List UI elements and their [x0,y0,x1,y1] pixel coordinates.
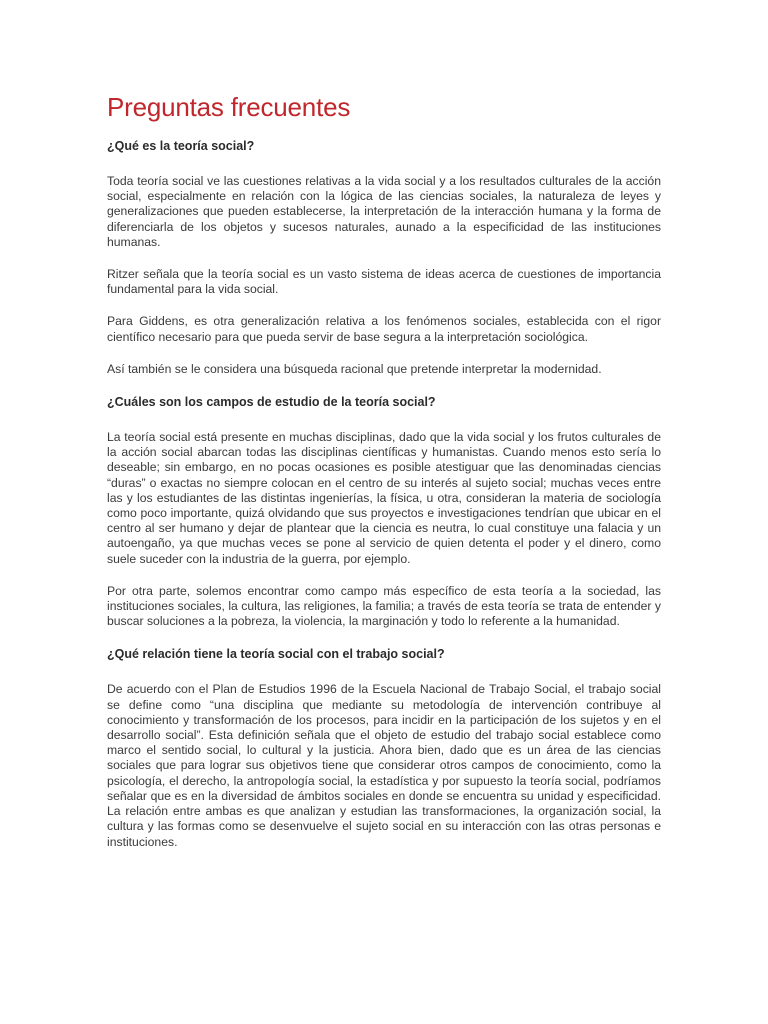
paragraph-1-3: Para Giddens, es otra generalización relativa a los fenómenos sociales, establecida con el rigor científico necesario para que pueda servir de base segura a la interpretación sociológica. [107,314,661,344]
document-page [107,88,661,867]
paragraph-3-1: De acuerdo con el Plan de Estudios 1996 de la Escuela Nacional de Trabajo Social, el trabajo social se define como “una disciplina que mediante su metodología de intervención contribuye al conocimiento y transformación de los procesos, para incidir en la participación de los sujetos y en el desarrollo social”. Esta definición señala que el objeto de estudio del trabajo social establece como marco el sentido social, lo cultural y la justicia. Ahora bien, dado que es un área de las ciencias sociales que para lograr sus objetivos tiene que considerar otros campos de conocimiento, como la psicología, el derecho, la antropología social, la estadística y por supuesto la teoría social, podríamos señalar que es en la diversidad de ámbitos sociales en donde se encuentra su unidad y especificidad. La relación entre ambas es que analizan y estudian las transformaciones, la organización social, la cultura y las formas como se desenvuelve el sujeto social en su interacción con las otras personas e instituciones. [107,682,661,849]
paragraph-2-1: La teoría social está presente en muchas disciplinas, dado que la vida social y los frutos culturales de la acción social abarcan todas las disciplinas científicas y humanistas. Cuando menos esto sería lo deseable; sin embargo, en no pocas ocasiones es posible atestiguar que las denominadas ciencias “duras” o exactas no siempre colocan en el centro de su interés al sujeto social; muchas veces entre las y los estudiantes de las distintas ingenierías, la física, u otra, consideran la materia de sociología como poco importante, quizá olvidando que sus proyectos e investigaciones tendrían que ubicar en el centro al ser humano y dejar de plantear que la ciencia es neutra, lo cual constituye una falacia y un autoengaño, ya que muchas veces se pone al servicio de quien detenta el poder y el dinero, como suele suceder con la industria de la guerra, por ejemplo. [107,430,661,566]
faq-section-3 [107,646,661,849]
question-heading-1: ¿Qué es la teoría social? [107,139,255,153]
paragraph-1-4: Así también se le considera una búsqueda racional que pretende interpretar la modernidad. [107,361,602,376]
question-heading-3: ¿Qué relación tiene la teoría social con el trabajo social? [107,647,445,662]
question-heading-2: ¿Cuáles son los campos de estudio de la teoría social? [107,395,436,410]
faq-section-2 [107,394,661,629]
paragraph-2-2: Por otra parte, solemos encontrar como campo más específico de esta teoría a la sociedad, las instituciones sociales, la cultura, las religiones, la familia; a través de esta teoría se trata de entender y buscar soluciones a la pobreza, la violencia, la marginación y todo lo referente a la humanidad. [107,583,661,629]
paragraph-1-2: Ritzer señala que la teoría social es un vasto sistema de ideas acerca de cuestiones de importancia fundamental para la vida social. [107,267,661,297]
page-title: Preguntas frecuentes [107,92,351,122]
paragraph-1-1: Toda teoría social ve las cuestiones relativas a la vida social y a los resultados culturales de la acción social, especialmente en relación con la lógica de las ciencias sociales, la naturaleza de leyes y generalizaciones que pueden establecerse, la interpretación de la interacción humana y la forma de diferenciarla de los objetos y sucesos naturales, aunado a la especificidad de las instituciones humanas. [107,174,661,249]
faq-section-1 [107,138,661,377]
